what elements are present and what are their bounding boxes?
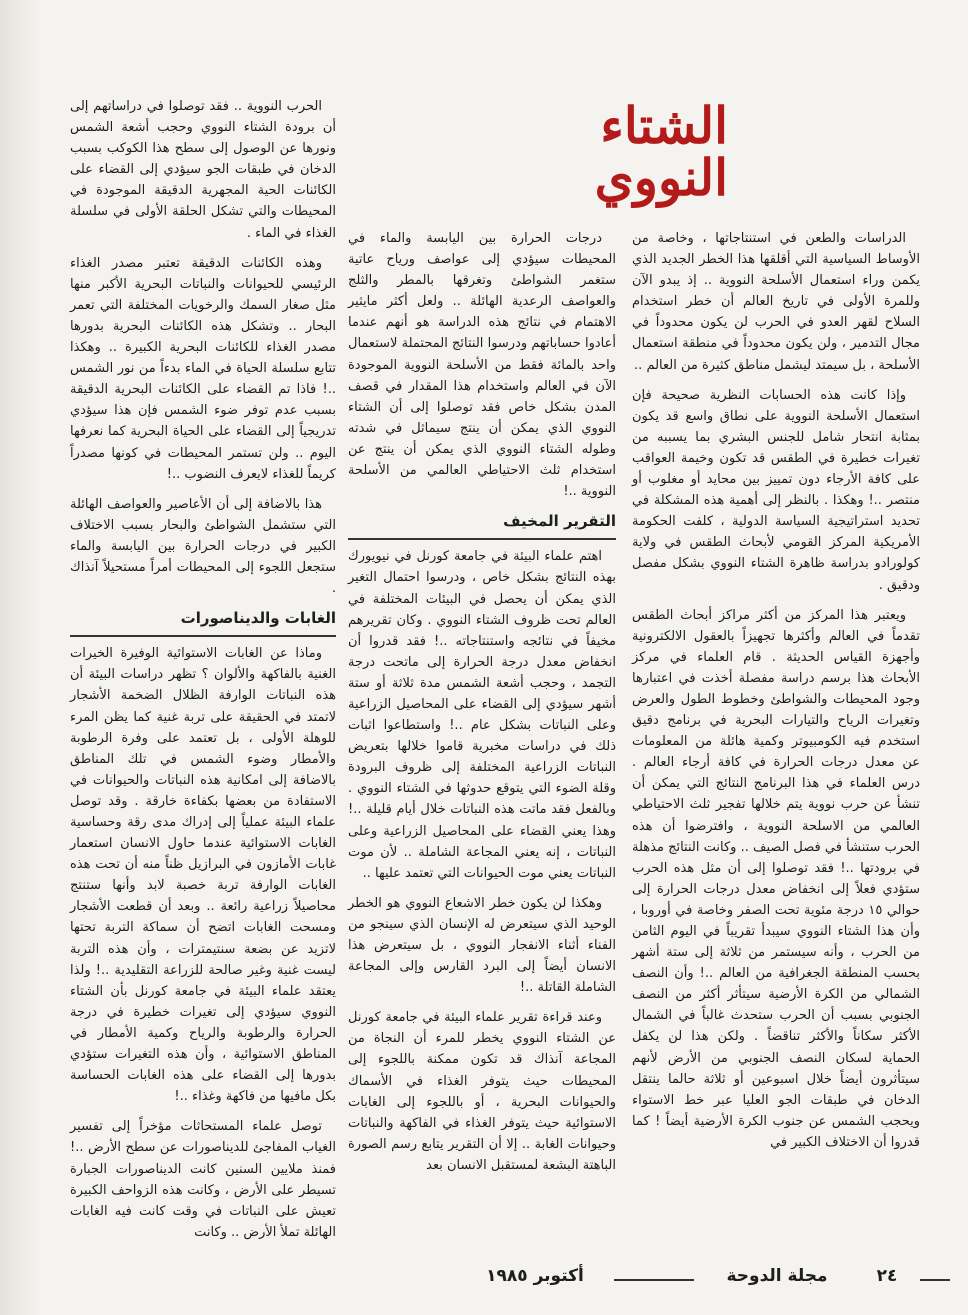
article-title-line2: النووي	[594, 148, 728, 207]
paragraph: توصل علماء المستحاثات مؤخراً إلى تفسير الغياب المفاجئ للديناصورات عن سطح الأرض ..! فمنذ ملايين السنين كانت الديناصورات الجبارة تسيطر على الأرض ، وكانت هذه الزواحف الكبيرة تعيش على النباتات في وقت كانت فيه الغابات الهائلة تملأ الأرض .. وكانت	[70, 1119, 336, 1240]
paragraph: وهذه الكائنات الدقيقة تعتبر مصدر الغذاء الرئيسي للحيوانات والنباتات البحرية الأكبر منها مثل صغار السمك والرخويات المختلفة التي تعمر البحار .. وتشكل هذه الكائنات البحرية بدورها مصدر الغذاء للكائنات البحرية الكبيرة .. وهكذا تتابع سلسلة الحياة في الماء بدءاً من نور الشمس ..! فاذا تم القضاء على الكائنات البحرية الدقيقة بسبب عدم توفر ضوء الشمس فإن هذا سيؤدي تدريجياً إلى القضاء على الحياة البحرية كما نعرفها اليوم .. ولن تستمر المحيطات في كونها مصدراً كريماً للغذاء لايعرف النضوب ..!	[70, 255, 336, 482]
paragraph: ويعتبر هذا المركز من أكثر مراكز أبحاث الطقس تقدماً في العالم وأكثرها تجهيزاً بالعقول الالكترونية وأجهزة القياس الحديثة . قام العلماء في مركز الأبحاث هذا برسم دراسة مفصلة أخذت في اعتبارها وجود المحيطات والشواطئ وخطوط الطول والعرض وتغيرات الرياح والتيارات البحرية في برنامج دقيق استخدم فيه الكومبيوتر وكمية هائلة من المعلومات عن معدل درجات الحرارة في كافة أرجاء العالم . درس العلماء في هذا البرنامج النتائج التي يمكن أن تنشأ عن حرب نووية يتم خلالها تفجير ثلث الاحتياطي العالمي من الاسلحة النووية ، وافترضوا أن هذه الحرب ستنشأ في فصل الصيف .. وكانت النتائج مذهلة في برودتها ..! فقد توصلوا إلى أن مثل هذه الحرب ستؤدي فعلاً إلى انخفاض معدل درجات الحرارة إلى حوالي ١٥ درجة مئوية تحت الصفر وخاصة في أوروبا ، وأن هذا الشتاء النووي سيبدأ تقريباً في اليوم الثامن من الحرب ، وأنه سيستمر من ثلاثة إلى ستة أشهر بحسب المنطقة الجغرافية من العالم ..! وأن النصف الشمالي من الكرة الأرضية سيتأثر أكثر من النصف الجنوبي بسبب أن الحرب ستحدث غالباً في الشمال الأكثر سكاناً والأكثر تناقضاً . ولكن هذا لن يكفل الحماية لسكان النصف الجنوبي من الأرض لأنهم سيتأثرون أيضاً خلال اسبوعين أو ثلاثة حالما ينتقل الدخان في طبقات الجو العليا عبر خط الاستواء ويحجب الشمس عن جنوب الكرة الأرضية أيضاً ! كما قدروا أن الاختلاف الكبير في	[632, 607, 920, 1150]
paragraph: وماذا عن الغابات الاستوائية الوفيرة الخيرات الغنية بالفاكهة والألوان ؟ تظهر دراسات البيئة أن هذه النباتات الوارفة الظلال الضخمة الأشجار لاتمتد في الحقيقة على تربة غنية كما يظن المرء للوهلة الأولى ، بل تعتمد على وفرة الرطوبة والأمطار وضوء الشمس في تلك المناطق بالاضافة إلى امكانية هذه النباتات والحيوانات في الاستفادة من بعضها بكفاءة خارقة . وقد توصل علماء البيئة عملياً إلى إدراك مدى رقة وحساسية الغابات الاستوائية عندما حاول الانسان استعمار غابات الأمازون في البرازيل ظناً منه أن تحت هذه الغابات الوارفة تربة خصبة لابد وأنها ستنتج محاصيلاً زراعية رائعة .. وبعد أن قطعت الأشجار ومسحت الغابات اتضح أن سماكة التربة تحتها لاتزيد عن بضعة سنتيمترات ، وأن هذه التربة ليست غنية وغير صالحة للزراعة التقليدية ..! ولذا يعتقد علماء البيئة في جامعة كورنل بأن الشتاء النووي سيؤدي إلى تغيرات خطيرة في درجة الحرارة والرطوبة والرياح وكمية الأمطار في المناطق الاستوائية ، وأن هذه التغيرات ستؤدي بدورها إلى القضاء على هذه الغابات الحساسة بكل مافيها من فاكهة وغذاء ..!	[70, 646, 336, 1105]
paragraph: وعند قراءة تقرير علماء البيئة في جامعة كورنل عن الشتاء النووي يخطر للمرء أن النجاة من المجاعة آنذاك قد تكون ممكنة باللجوء إلى المحيطات حيث يتوفر الغذاء في الأسماك والحيوانات البحرية ، أو باللجوء إلى الغابات الاستوائية حيث يتوفر الغذاء في الفاكهة والنباتات وحيوانات الغابة .. إلا أن التقرير يتابع رسم الصورة الباهتة البشعة لمستقبل الانسان بعد	[348, 1010, 616, 1173]
column-middle	[348, 228, 616, 1230]
paragraph: وهكذا لن يكون خطر الاشعاع النووي هو الخطر الوحيد الذي سيتعرض له الإنسان الذي سينجو من الفناء أثناء الانفجار النووي ، بل سيتعرض هذا الانسان أيضاً إلى البرد القارس وإلى المجاعة الشاملة القاتلة ..!	[348, 895, 616, 996]
subheading-forests-dinosaurs: الغابات والديناصورات	[70, 608, 336, 637]
article-title-line1: الشتاء	[600, 96, 728, 155]
footer-rule	[614, 1279, 694, 1281]
binding-edge	[0, 0, 40, 1315]
paragraph: اهتم علماء البيئة في جامعة كورنل في نيويورك بهذه النتائج بشكل خاص ، ودرسوا احتمال التغير الذي يمكن أن يحصل في البيئات المختلفة في العالم تحت ظروف الشتاء النووي . وكان تقريرهم مخيفاً في نتائجه واستنتاجاته ..! فقد قدروا أن انخفاض معدل درجة الحرارة إلى ماتحت درجة التجمد ، وحجب أشعة الشمس مدة ثلاثة أو ستة أشهر سيؤدي إلى القضاء على المحاصيل الزراعية وعلى النباتات بشكل عام ..! واستطاعوا اثبات ذلك في دراسات مخبرية قاموا خلالها بتعريض النباتات الزراعية المختلفة إلى ظروف البرودة وقلة الضوء التي يتوقع حدوثها في الشتاء النووي . وبالفعل فقد ماتت هذه النباتات خلال أيام قليلة ..! وهذا يعني القضاء على المحاصيل الزراعية وعلى النباتات ، إنه يعني المجاعة الشاملة .. لأن موت النباتات يعني موت الحيوانات التي تعتمد عليها ..	[348, 549, 616, 881]
magazine-name: مجلة الدوحة	[726, 1266, 828, 1286]
column-left	[70, 96, 336, 1240]
paragraph: الحرب النووية .. فقد توصلوا في دراساتهم إلى أن برودة الشتاء النووي وحجب أشعة الشمس ونورها عن الوصول إلى سطح هذا الكوكب بسبب الدخان في طبقات الجو سيؤدي إلى القضاء على الكائنات الحية المجهرية الدقيقة الموجودة في المحيطات والتي تشكل الحلقة الأولى في سلسلة الغذاء في الماء .	[70, 99, 336, 241]
subheading-scary-report: التقرير المخيف	[348, 511, 616, 540]
issue-date: أكتوبر ١٩٨٥	[486, 1266, 584, 1286]
paragraph: وإذا كانت هذه الحسابات النظرية صحيحة فإن استعمال الأسلحة النووية على نطاق واسع قد يكون بمثابة انتحار شامل للجنس البشري بما يسببه من تغيرات خطيرة في الطقس قد تكون وخيمة العواقب على كافة الأرجاء دون تمييز بين محايد أو مغلوب أو منتصر ..! وهكذا . بالنظر إلى أهمية هذه المشكلة في تحديد استراتيجية السياسة الدولية ، كلفت الحكومة الأمريكية المركز القومي لأبحاث الطقس في ولاية كولورادو بدراسة ظاهرة الشتاء النووي بشكل مفصل ودقيق .	[632, 387, 920, 593]
paragraph: الدراسات والطعن في استنتاجاتها ، وخاصة من الأوساط السياسية التي أقلقها هذا الخطر الجديد الذي يكمن وراء استعمال الأسلحة النووية .. إذ يبدو الآن وللمرة الأولى في تاريخ العالم أن خطر استخدام السلاح لقهر العدو في الحرب لن يكون محدوداً في مجال التدمير ، ولن يكون محدوداً في منطقة استعمال الأسلحة ، بل سيمتد ليشمل مناطق كثيرة من العالم ..	[632, 231, 920, 373]
page-number: ٢٤	[876, 1266, 898, 1286]
paragraph: هذا بالاضافة إلى أن الأعاصير والعواصف الهائلة التي ستشمل الشواطئ والبحار بسبب الاختلاف الكبير في درجات الحرارة بين اليابسة والماء ستجعل اللجوء إلى المحيطات أمراً مستحيلاً آنذاك .	[70, 496, 336, 597]
paragraph: درجات الحرارة بين اليابسة والماء في المحيطات سيؤدي إلى عواصف ورياح عاتية ستغمر الشواطئ وتغرقها بالمطر والثلج والعواصف الرعدية الهائلة .. ولعل أكثر مايثير الاهتمام في نتائج هذه الدراسة هو أنهم عندما أعادوا حساباتهم ودرسوا النتائج المحتملة لاستعمال واحد بالمائة فقط من الأسلحة النووية الموجودة الآن في العالم واستخدام هذا المقدار في قصف المدن بشكل خاص فقد توصلوا إلى أن الشتاء النووي الذي يمكن أن ينتج سيماثل في شدته وطوله الشتاء النووي الذي يمكن أن ينتج عن استخدام ثلث الاحتياطي العالمي من الأسلحة النووية ..!	[348, 231, 616, 500]
footer-rule	[920, 1279, 950, 1281]
column-right	[632, 228, 920, 1230]
